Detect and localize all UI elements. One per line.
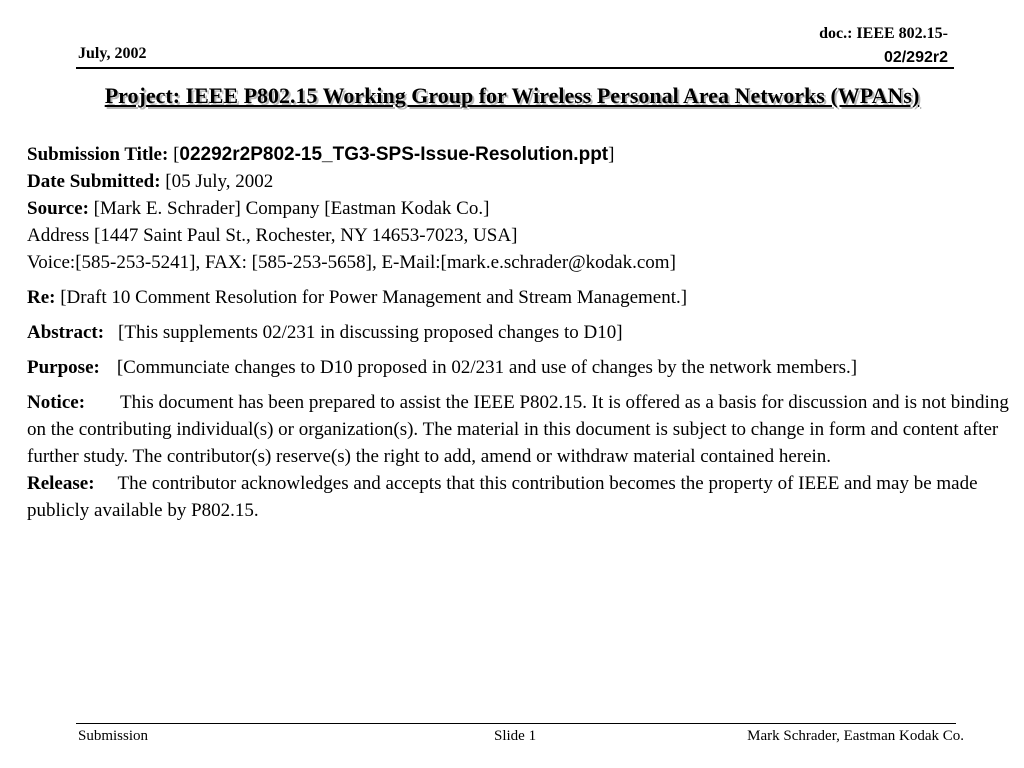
doc-id-line2: 02/292r2 xyxy=(883,49,948,66)
re-value: [Draft 10 Comment Resolution for Power Management and Stream Management.] xyxy=(55,287,688,308)
doc-id-line1: doc.: IEEE 802.15- xyxy=(819,25,948,42)
header-date: July, 2002 xyxy=(78,45,147,62)
notice-line xyxy=(27,389,1017,470)
date-submitted-label: Date Submitted: xyxy=(27,171,161,192)
submission-title-close-bracket: ] xyxy=(608,144,615,165)
abstract-value: [This supplements 02/231 in discussing proposed changes to D10] xyxy=(118,322,623,343)
page-title: Project: IEEE P802.15 Working Group for Wireless Personal Area Networks (WPANs) xyxy=(104,83,920,108)
release-line xyxy=(27,470,1017,524)
footer-slide-number: Slide 1 xyxy=(494,728,537,744)
purpose-line xyxy=(27,354,1017,381)
date-submitted-value: [05 July, 2002 xyxy=(160,171,274,192)
notice-label: Notice: xyxy=(27,392,86,413)
footer-submission: Submission xyxy=(78,728,149,744)
submission-title-line xyxy=(27,141,1017,168)
source-label: Source: xyxy=(27,198,89,219)
footer-rule xyxy=(76,723,956,724)
contact-line: Voice:[585-253-5241], FAX: [585-253-5658], E-Mail:[mark.e.schrader@kodak.com] xyxy=(27,252,676,273)
notice-value: This document has been prepared to assist the IEEE P802.15. It is offered as a basis for discussion and is not binding on the contributing individual(s) or organization(s). The material in this document is subject to change in form and content after further study. The contributor(s) reserve(s) the right to add, amend or withdraw material contained herein. xyxy=(27,392,1009,467)
re-line xyxy=(27,284,1017,311)
source-line xyxy=(27,195,1017,222)
submission-title-open-bracket: [ xyxy=(168,144,180,165)
release-label: Release: xyxy=(27,473,95,494)
header-rule xyxy=(76,67,954,69)
submission-title-label: Submission Title: xyxy=(27,144,169,165)
source-value: [Mark E. Schrader] Company [Eastman Kodak Co.] xyxy=(88,198,490,219)
address-line: Address [1447 Saint Paul St., Rochester, NY 14653-7023, USA] xyxy=(27,225,518,246)
abstract-label: Abstract: xyxy=(27,322,105,343)
purpose-label: Purpose: xyxy=(27,357,100,378)
purpose-value: [Communciate changes to D10 proposed in 02/231 and use of changes by the network members.] xyxy=(116,357,858,378)
submission-title-value: 02292r2P802-15_TG3-SPS-Issue-Resolution.ppt xyxy=(179,144,609,165)
re-label: Re: xyxy=(27,287,56,308)
header-doc-id xyxy=(819,22,948,70)
release-value: The contributor acknowledges and accepts that this contribution becomes the property of IEEE and may be made publicly available by P802.15. xyxy=(27,473,978,521)
footer-author: Mark Schrader, Eastman Kodak Co. xyxy=(747,728,964,744)
date-submitted-line xyxy=(27,168,1017,195)
submission-body xyxy=(27,141,1017,524)
abstract-line xyxy=(27,319,1017,346)
